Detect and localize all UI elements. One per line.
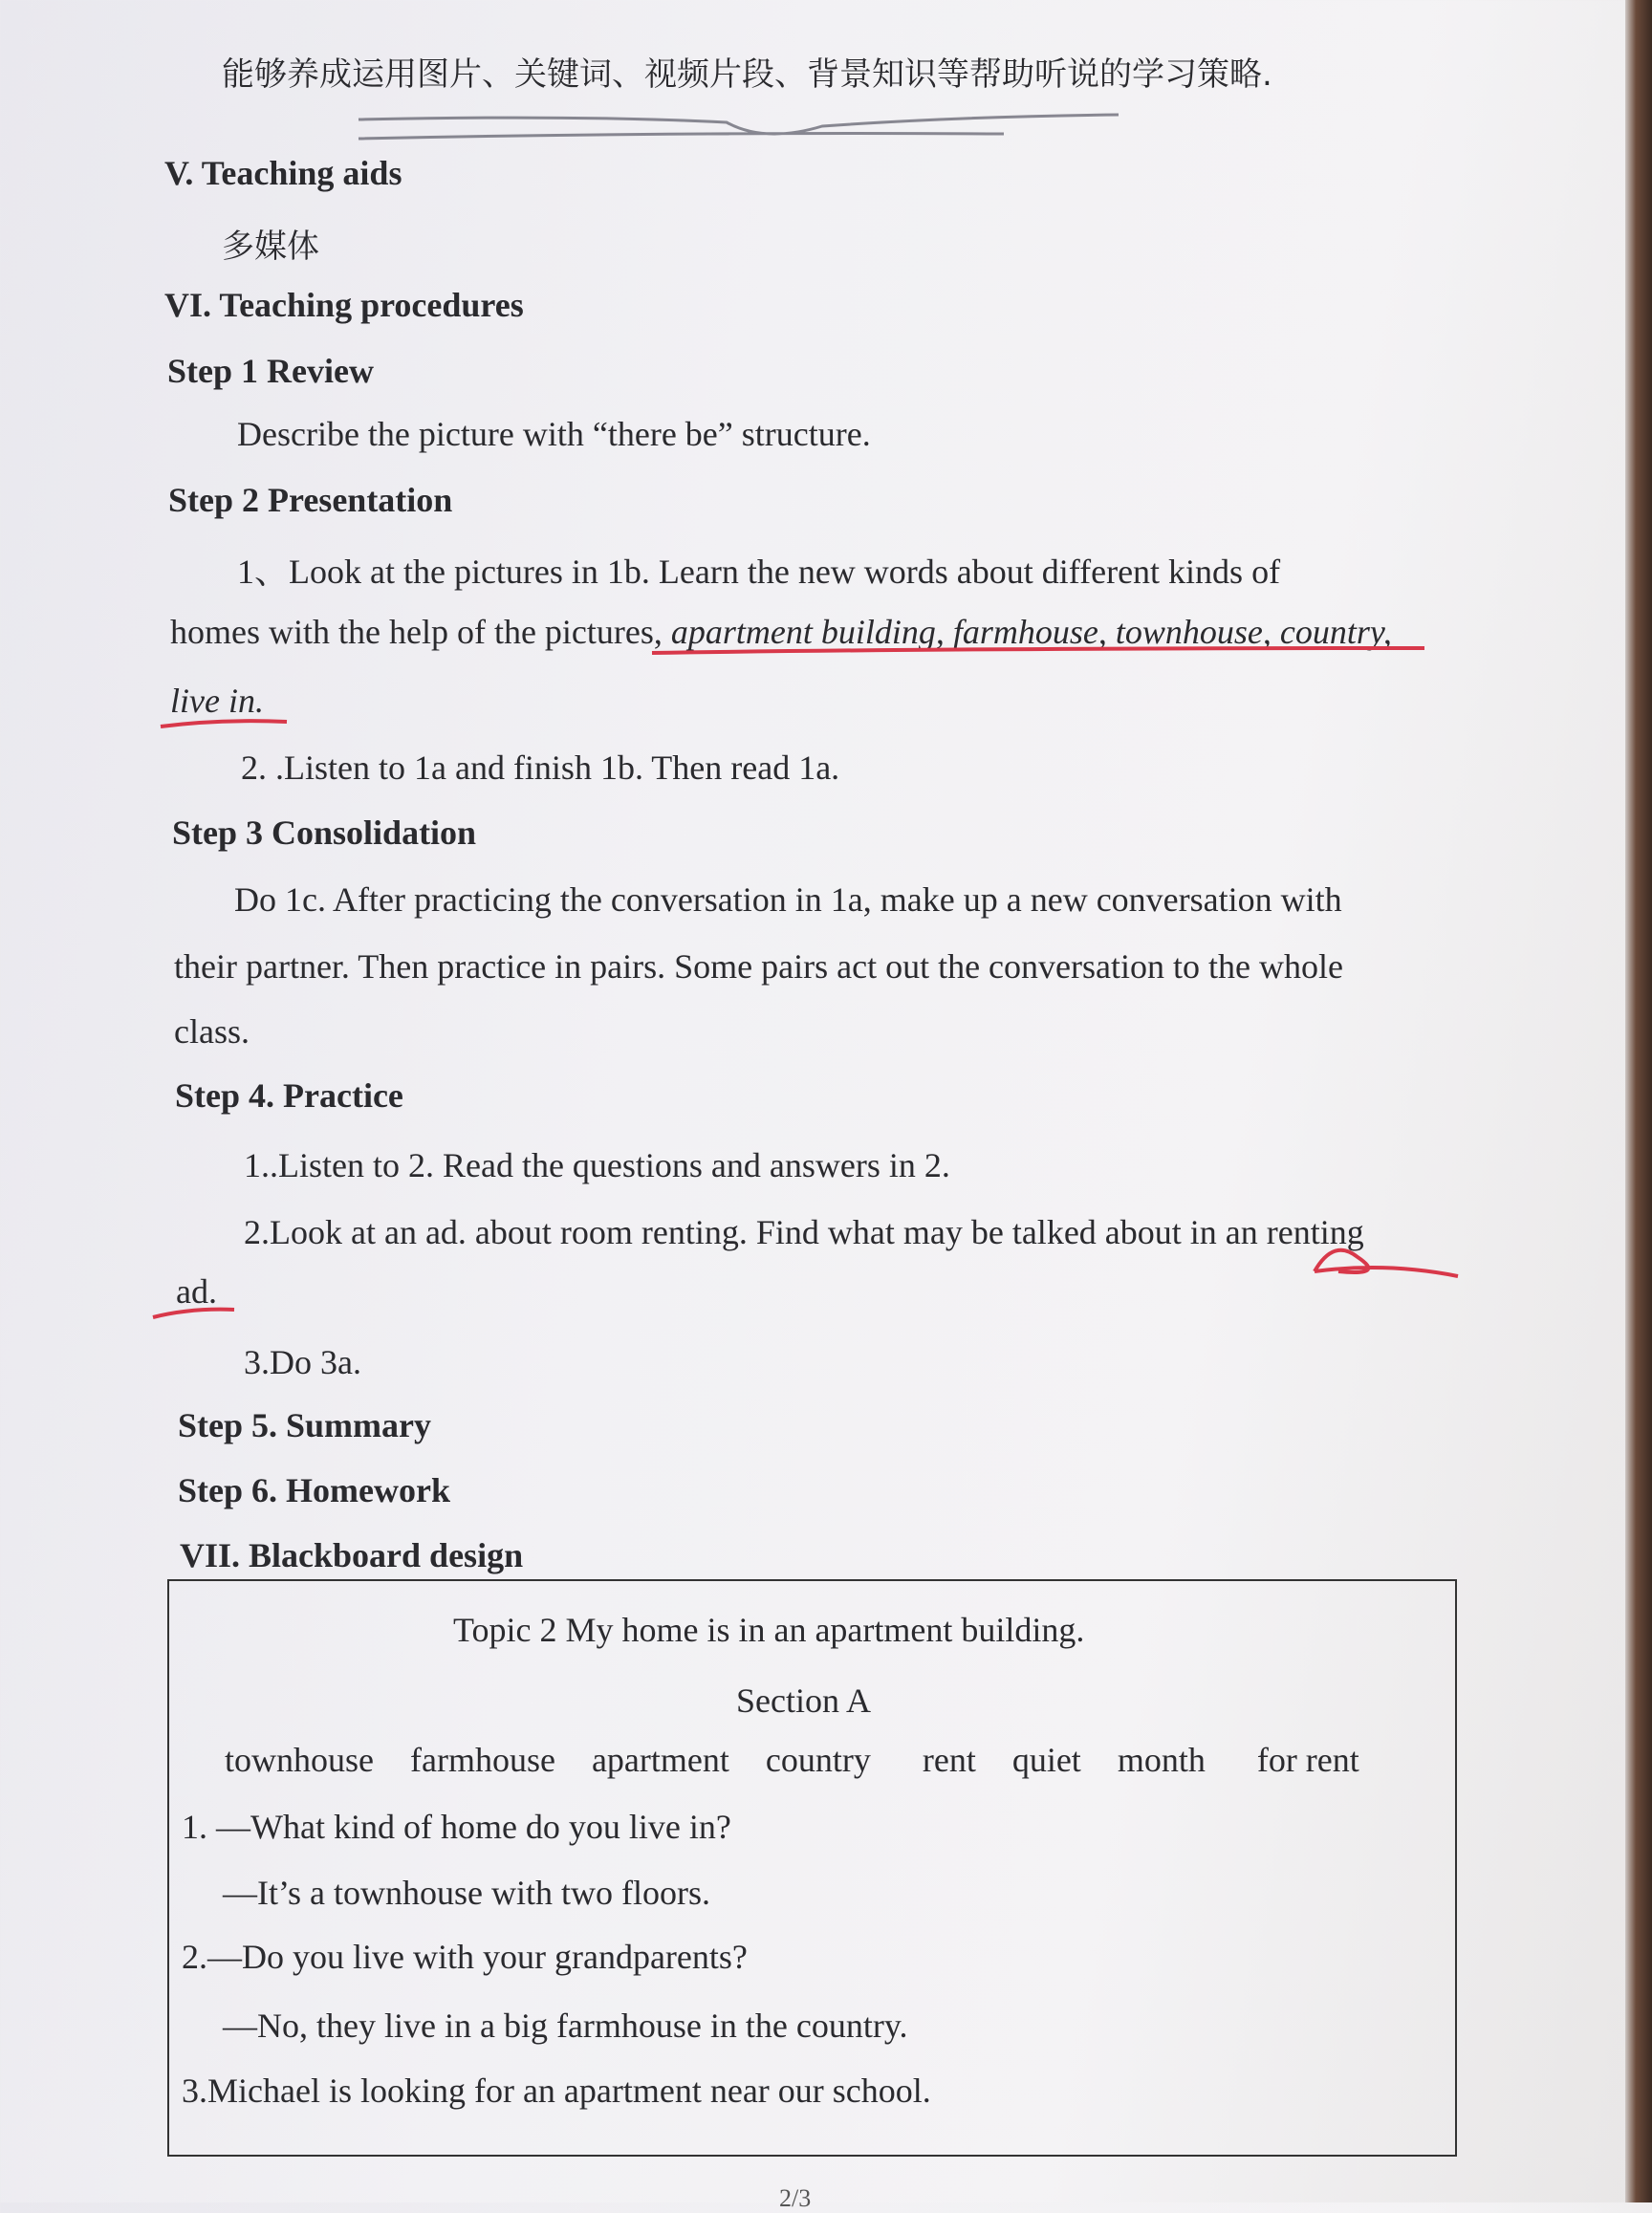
ink-underline-live-in — [161, 721, 287, 727]
dialogue1-question: 1. —What kind of home do you live in? — [182, 1808, 731, 1846]
vocab-word: quiet — [1011, 1741, 1081, 1779]
procedures-heading: VI. Teaching procedures — [164, 286, 524, 324]
blackboard-heading: VII. Blackboard design — [180, 1536, 524, 1574]
step2-item2: 2. .Listen to 1a and finish 1b. Then read 1a. — [241, 749, 840, 787]
dialogue1-answer: —It’s a townhouse with two floors. — [223, 1874, 710, 1912]
page-number: 2/3 — [779, 2184, 812, 2212]
blackboard-section: Section A — [736, 1681, 871, 1720]
ink-underline-objectives — [359, 115, 1119, 139]
step2-item1-line2-plain: homes with the help of the pictures, — [170, 613, 671, 651]
blackboard-title: Topic 2 My home is in an apartment building. — [453, 1611, 1085, 1649]
vocab-word: farmhouse — [410, 1741, 555, 1779]
step2-item1-line3: live in. — [170, 682, 264, 720]
step5-heading: Step 5. Summary — [178, 1406, 432, 1444]
sentence3: 3.Michael is looking for an apartment near our school. — [182, 2072, 931, 2110]
step3-line2: their partner. Then practice in pairs. Some pairs act out the conversation to the whole — [174, 947, 1343, 986]
step3-heading: Step 3 Consolidation — [172, 814, 477, 852]
vocab-word: month — [1117, 1741, 1206, 1779]
step3-line1: Do 1c. After practicing the conversation in 1a, make up a new conversation with — [234, 880, 1342, 919]
step4-item1: 1..Listen to 2. Read the questions and answers in 2. — [244, 1146, 950, 1184]
step4-item3: 3.Do 3a. — [244, 1343, 361, 1381]
step6-heading: Step 6. Homework — [178, 1471, 450, 1509]
step4-item2-line1: 2.Look at an ad. about room renting. Find what may be talked about in an renting — [244, 1213, 1364, 1251]
ink-correction-renting — [1315, 1250, 1458, 1276]
step2-item1-line2 — [170, 612, 1392, 652]
objectives-tail-text: 能够养成运用图片、关键词、视频片段、背景知识等帮助听说的学习策略. — [222, 55, 1272, 94]
blackboard-vocab-row — [225, 1740, 1396, 1780]
vocab-word: for rent — [1256, 1741, 1359, 1779]
step4-heading: Step 4. Practice — [175, 1076, 403, 1115]
desk-edge — [1625, 0, 1652, 2202]
step2-heading: Step 2 Presentation — [168, 481, 453, 519]
teaching-aids-content: 多媒体 — [222, 228, 319, 266]
step2-vocab-italic: apartment building, farmhouse, townhouse, country, — [670, 613, 1392, 651]
dialogue2-answer: —No, they live in a big farmhouse in the country. — [223, 2007, 908, 2045]
vocab-word: rent — [922, 1741, 976, 1779]
blackboard-design-box — [167, 1579, 1457, 2157]
step1-text: Describe the picture with “there be” structure. — [237, 415, 871, 453]
step2-item1-line1: 1、Look at the pictures in 1b. Learn the new words about different kinds of — [237, 553, 1281, 591]
vocab-word: apartment — [591, 1741, 729, 1779]
vocab-word: country — [765, 1741, 871, 1779]
step3-line3: class. — [174, 1012, 250, 1051]
step4-item2-line2: ad. — [176, 1272, 217, 1311]
dialogue2-question: 2.—Do you live with your grandparents? — [182, 1938, 748, 1976]
vocab-word: townhouse — [225, 1741, 374, 1779]
teaching-aids-heading: V. Teaching aids — [164, 154, 402, 192]
step1-heading: Step 1 Review — [167, 352, 374, 390]
